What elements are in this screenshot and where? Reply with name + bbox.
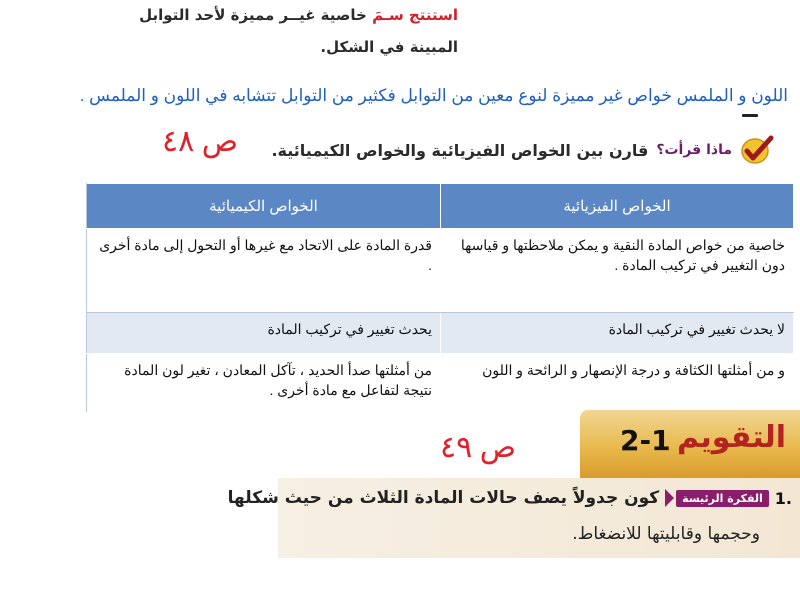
properties-table <box>86 183 794 413</box>
what-read-label: ماذا قرأت؟ <box>656 142 732 158</box>
answer-text: اللون و الملمس خواص غير مميزة لنوع معين من التوابل فكثير من التوابل تتشابه في اللون و الملمس . <box>79 86 788 105</box>
question-number: .1 <box>774 488 792 508</box>
what-read-text: قارن بين الخواص الفيزيائية والخواص الكيميائية. <box>271 140 649 160</box>
table-row <box>87 313 794 354</box>
key-idea-label: الفكرة الرئيسة <box>676 490 769 507</box>
question-accent: استنتج سـمَ <box>372 6 458 24</box>
question-line-1-rest: خاصية غيــر مميزة لأحد التوابل <box>139 6 373 24</box>
bottom-question <box>228 488 792 508</box>
table-header-row <box>87 184 794 229</box>
cell-physical: لا يحدث تغيير في تركيب المادة <box>441 313 794 354</box>
cell-physical: خاصية من خواص المادة النقية و يمكن ملاحظتها و قياسها دون التغيير في تركيب المادة . <box>441 229 794 313</box>
header-physical: الخواص الفيزيائية <box>441 184 794 229</box>
page-ref-49: ص ٤٩ <box>440 431 517 464</box>
page-ref-48: ص ٤٨ <box>162 125 239 158</box>
cell-physical: و من أمثلتها الكثافة و درجة الإنصهار و الرائحة و اللون <box>441 354 794 413</box>
what-read-row <box>271 135 774 165</box>
key-idea-badge <box>665 489 769 507</box>
table-row <box>87 229 794 313</box>
banner-number: 2-1 <box>620 424 671 457</box>
header-chemical: الخواص الكيميائية <box>87 184 441 229</box>
question-text-line-2: وحجمها وقابليتها للانضغاط. <box>572 524 760 544</box>
cell-chemical: قدرة المادة على الاتحاد مع غيرها أو التحول إلى مادة أخرى . <box>87 229 441 313</box>
banner-title: التقويم <box>677 420 786 455</box>
table-row <box>87 354 794 413</box>
cell-chemical: من أمثلتها صدأ الحديد ، تآكل المعادن ، تغير لون المادة نتيجة لتفاعل مع مادة أخرى . <box>87 354 441 413</box>
question-text-line-1: كون جدولاً يصف حالات المادة الثلاث من حيث شكلها <box>227 488 660 508</box>
question-line-2: المبينة في الشكل. <box>320 38 458 56</box>
dash-mark <box>742 114 758 117</box>
question-line-1 <box>139 6 458 24</box>
checkmark-icon <box>740 135 774 165</box>
cell-chemical: يحدث تغيير في تركيب المادة <box>87 313 441 354</box>
chevron-left-icon <box>665 489 674 507</box>
evaluation-banner <box>580 410 800 478</box>
